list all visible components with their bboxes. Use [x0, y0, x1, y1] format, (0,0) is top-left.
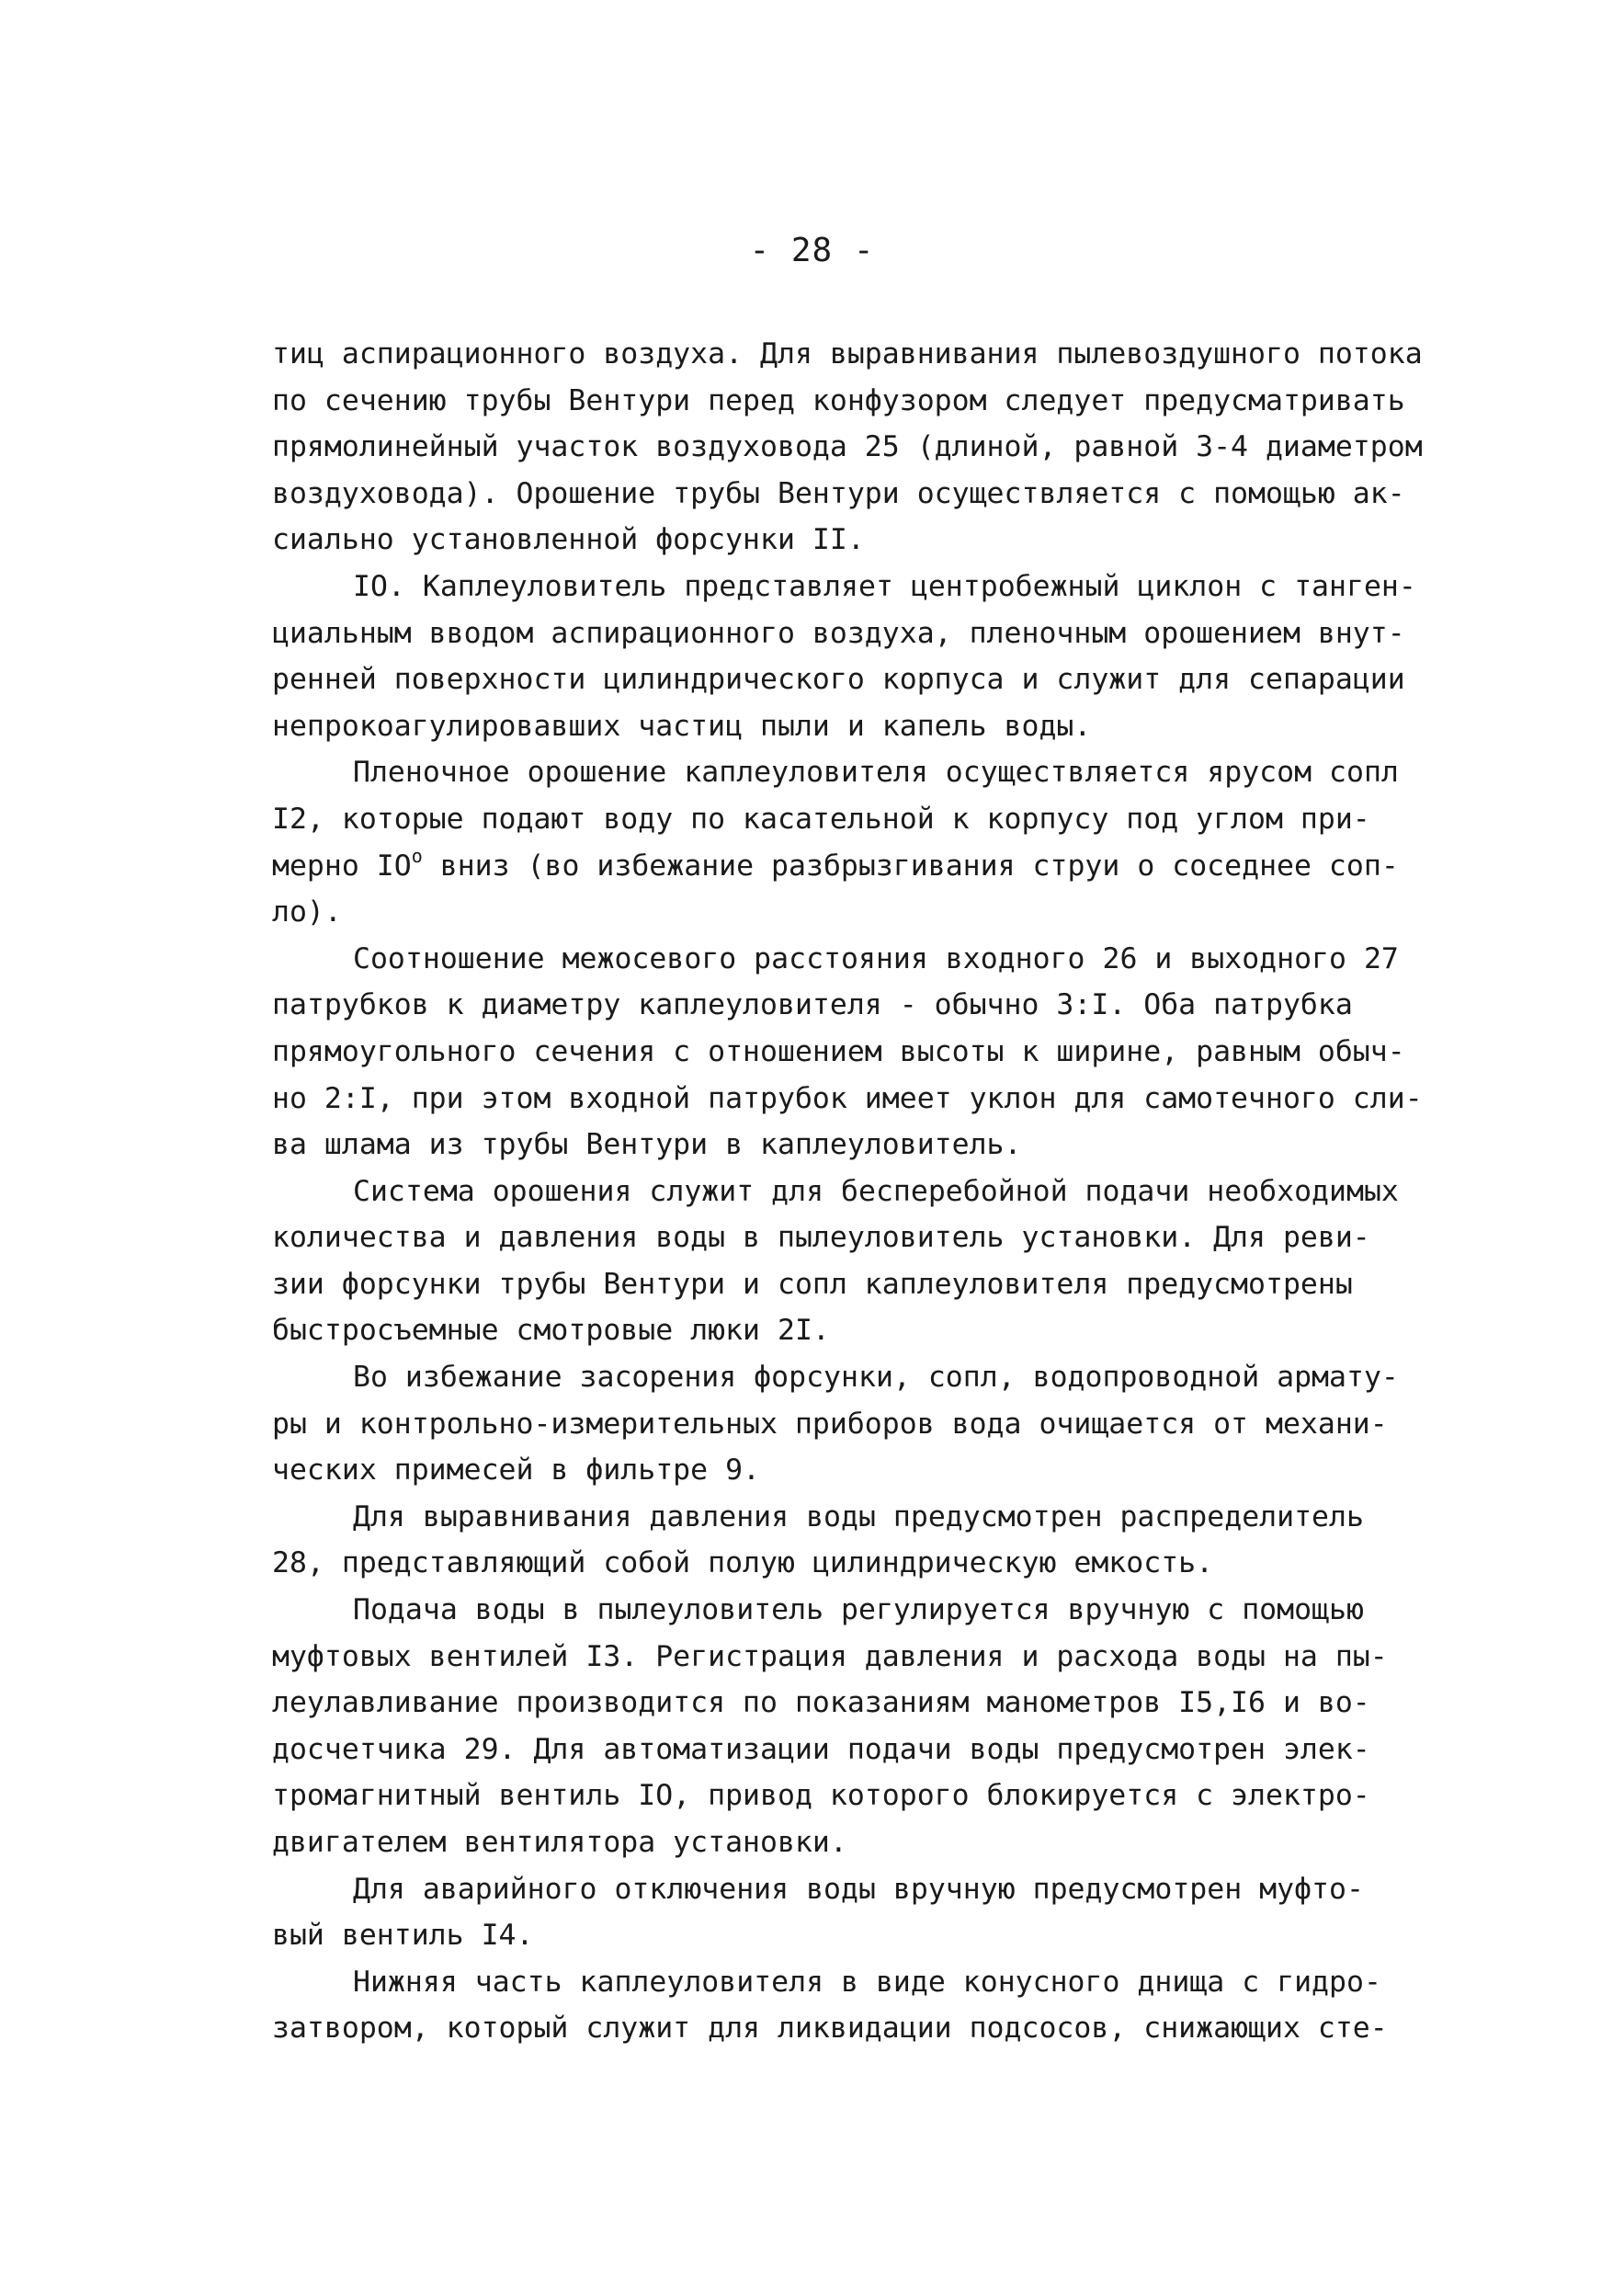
text-line-content: количества и давления воды в пылеуловитель установки. Для реви- [272, 1221, 1370, 1255]
text-line-content: ры и контрольно-измерительных приборов вода очищается от механи- [272, 1407, 1388, 1441]
text-line [272, 1029, 1513, 1076]
text-line [272, 843, 1513, 890]
text-line-content: зии форсунки трубы Вентури и сопл каплеуловителя предусмотрены [272, 1267, 1353, 1301]
text-line [272, 1912, 1513, 1959]
text-line-content: 28, представляющий собой полую цилиндрическую емкость. [272, 1546, 1214, 1580]
text-line [272, 1447, 1513, 1494]
text-line [272, 610, 1513, 657]
text-line-content: быстросъемные смотровые люки 2I. [272, 1314, 830, 1348]
text-line-content: леулавливание производится по показаниям манометров I5,I6 и во- [272, 1686, 1370, 1720]
text-line-content: воздуховода). Орошение трубы Вентури осуществляется с помощью ак- [272, 476, 1405, 510]
text-line [272, 656, 1513, 703]
text-line [272, 1354, 1513, 1401]
text-line [272, 796, 1513, 843]
text-line-content: ческих примесей в фильтре 9. [272, 1454, 761, 1488]
text-line-content: непрокоагулировавших частиц пыли и капель воды. [272, 709, 1092, 743]
text-line [272, 1773, 1513, 1819]
text-line-content: Для аварийного отключения воды вручную предусмотрен муфто- [353, 1872, 1364, 1906]
text-line-content: ло). [272, 895, 342, 929]
text-line [272, 471, 1513, 518]
text-line-content: сиально установленной форсунки II. [272, 523, 865, 557]
text-line-content: ва шлама из трубы Вентури в каплеуловитель. [272, 1128, 1022, 1162]
text-line [272, 1494, 1513, 1541]
text-line [272, 749, 1513, 796]
text-line [272, 1076, 1513, 1123]
text-line [272, 564, 1513, 610]
text-line [272, 1819, 1513, 1866]
text-line [272, 1727, 1513, 1773]
text-line-content: прямоугольного сечения с отношением высоты к ширине, равным обыч- [272, 1034, 1405, 1068]
text-line [272, 1587, 1513, 1634]
text-line [272, 1214, 1513, 1261]
text-line-content: по сечению трубы Вентури перед конфузором следует предусматривать [272, 383, 1405, 417]
text-line-content: патрубков к диаметру каплеуловителя - обычно 3:I. Оба патрубка [272, 988, 1353, 1022]
text-line-content: ренней поверхности цилиндрического корпуса и служит для сепарации [272, 663, 1405, 697]
text-line-content: но 2:I, при этом входной патрубок имеет уклон для самотечного сли- [272, 1081, 1423, 1115]
text-line-content: Для выравнивания давления воды предусмотрен распределитель [353, 1499, 1364, 1533]
text-line [272, 1168, 1513, 1215]
text-line [272, 517, 1513, 564]
text-line-content: Нижняя часть каплеуловителя в виде конусного днища с гидро- [353, 1965, 1381, 1999]
text-line-content: прямолинейный участок воздуховода 25 (длиной, равной 3-4 диаметром [272, 430, 1423, 464]
text-line-content: двигателем вентилятора установки. [272, 1826, 847, 1859]
text-line [272, 1261, 1513, 1308]
page-number: - 28 - [749, 232, 875, 269]
text-line [272, 1307, 1513, 1354]
text-line [272, 424, 1513, 471]
text-line-content: тромагнитный вентиль IO, привод которого блокируется с электро- [272, 1779, 1370, 1813]
text-line [272, 1634, 1513, 1681]
text-line-content: тиц аспирационного воздуха. Для выравнивания пылевоздушного потока [272, 337, 1423, 370]
text-line-content: I2, которые подают воду по касательной к корпусу под углом при- [272, 802, 1370, 836]
text-line [272, 1401, 1513, 1448]
text-line [272, 703, 1513, 750]
text-line-content: досчетчика 29. Для автоматизации подачи воды предусмотрен элек- [272, 1732, 1370, 1766]
text-line-continuation: вниз (во избежание разбрызгивания струи о соседнее соп- [422, 849, 1399, 883]
text-line [272, 1959, 1513, 2006]
text-line-content: мерно IO [272, 849, 412, 883]
text-line-content: Пленочное орошение каплеуловителя осуществляется ярусом сопл [353, 756, 1399, 790]
text-line-content: Соотношение межосевого расстояния входного 26 и выходного 27 [353, 941, 1399, 975]
degree-superscript: o [411, 844, 423, 867]
text-line [272, 1866, 1513, 1913]
text-line-content: затвором, который служит для ликвидации подсосов, снижающих сте- [272, 2012, 1388, 2046]
text-line-content: вый вентиль I4. [272, 1919, 534, 1953]
text-line [272, 1122, 1513, 1168]
text-line-content: циальным вводом аспирационного воздуха, пленочным орошением внут- [272, 616, 1405, 650]
text-line-content: Система орошения служит для бесперебойной подачи необходимых [353, 1174, 1399, 1208]
text-line-content: Во избежание засорения форсунки, сопл, водопроводной армату- [353, 1361, 1399, 1395]
text-line [272, 1540, 1513, 1587]
text-line-content: IO. Каплеуловитель представляет центробежный циклон с танген- [353, 569, 1416, 603]
text-line [272, 889, 1513, 936]
body-text [272, 331, 1513, 2052]
text-line-content: Подача воды в пылеуловитель регулируется вручную с помощью [353, 1593, 1364, 1627]
text-line [272, 982, 1513, 1029]
text-line [272, 378, 1513, 425]
text-line [272, 936, 1513, 983]
text-line-content: муфтовых вентилей I3. Регистрация давления и расхода воды на пы- [272, 1639, 1388, 1673]
text-line [272, 331, 1513, 378]
text-line [272, 2005, 1513, 2052]
text-line [272, 1680, 1513, 1727]
